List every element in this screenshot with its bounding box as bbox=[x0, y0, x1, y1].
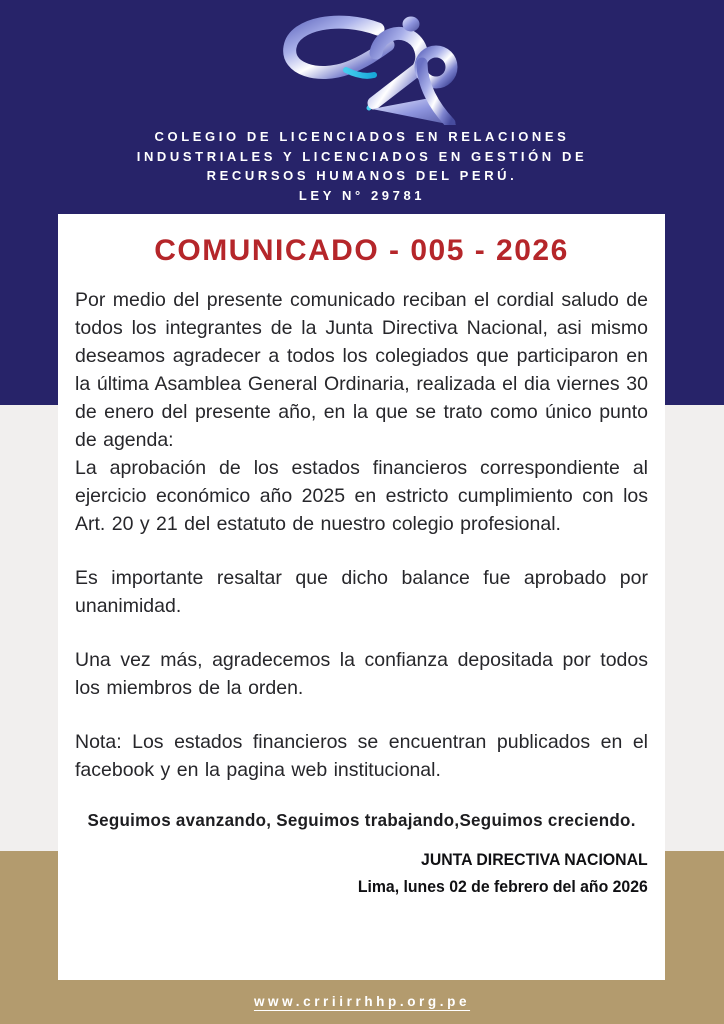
signature-date: Lima, lunes 02 de febrero del año 2026 bbox=[358, 877, 648, 896]
signature-block bbox=[75, 847, 648, 901]
org-name-line-3: RECURSOS HUMANOS DEL PERÚ. bbox=[206, 168, 518, 183]
body-paragraph-5: Nota: Los estados financieros se encuentran publicados en el facebook y en la pagina web institucional. bbox=[75, 731, 648, 781]
website-link[interactable]: www.crriirrhhp.org.pe bbox=[253, 994, 471, 1009]
body-paragraph-3: Es importante resaltar que dicho balance fue aprobado por unanimidad. bbox=[75, 567, 648, 617]
body-paragraph-4: Una vez más, agradecemos la confianza depositada por todos los miembros de la orden. bbox=[75, 649, 648, 699]
crp-monogram-logo-icon bbox=[260, 13, 465, 125]
comunicado-body bbox=[75, 286, 648, 784]
motto-text: Seguimos avanzando, Seguimos trabajando,Seguimos creciendo. bbox=[87, 810, 636, 830]
comunicado-title: COMUNICADO - 005 - 2026 bbox=[154, 234, 569, 267]
body-paragraph-1: Por medio del presente comunicado reciban el cordial saludo de todos los integrantes de la Junta Directiva Nacional, asi mismo deseamos agradecer a todos los colegiados que participaron en la última Asamblea General Ordinaria, realizada el dia viernes 30 de enero del presente año, en la que se trato como único punto de agenda: bbox=[75, 289, 648, 451]
footer bbox=[0, 993, 724, 1011]
motto-line bbox=[75, 810, 648, 831]
law-number-line: LEY N° 29781 bbox=[298, 187, 426, 203]
org-name-line-1: COLEGIO DE LICENCIADOS EN RELACIONES bbox=[154, 129, 570, 144]
signature-org: JUNTA DIRECTIVA NACIONAL bbox=[421, 850, 648, 869]
body-paragraph-2: La aprobación de los estados financieros correspondiente al ejercicio económico año 2025 en estricto cumplimiento con los Art. 20 y 21 del estatuto de nuestro colegio profesional. bbox=[75, 457, 648, 535]
header bbox=[0, 0, 724, 205]
org-name-line-2: INDUSTRIALES Y LICENCIADOS EN GESTIÓN DE bbox=[136, 148, 588, 164]
comunicado-card bbox=[58, 214, 665, 980]
